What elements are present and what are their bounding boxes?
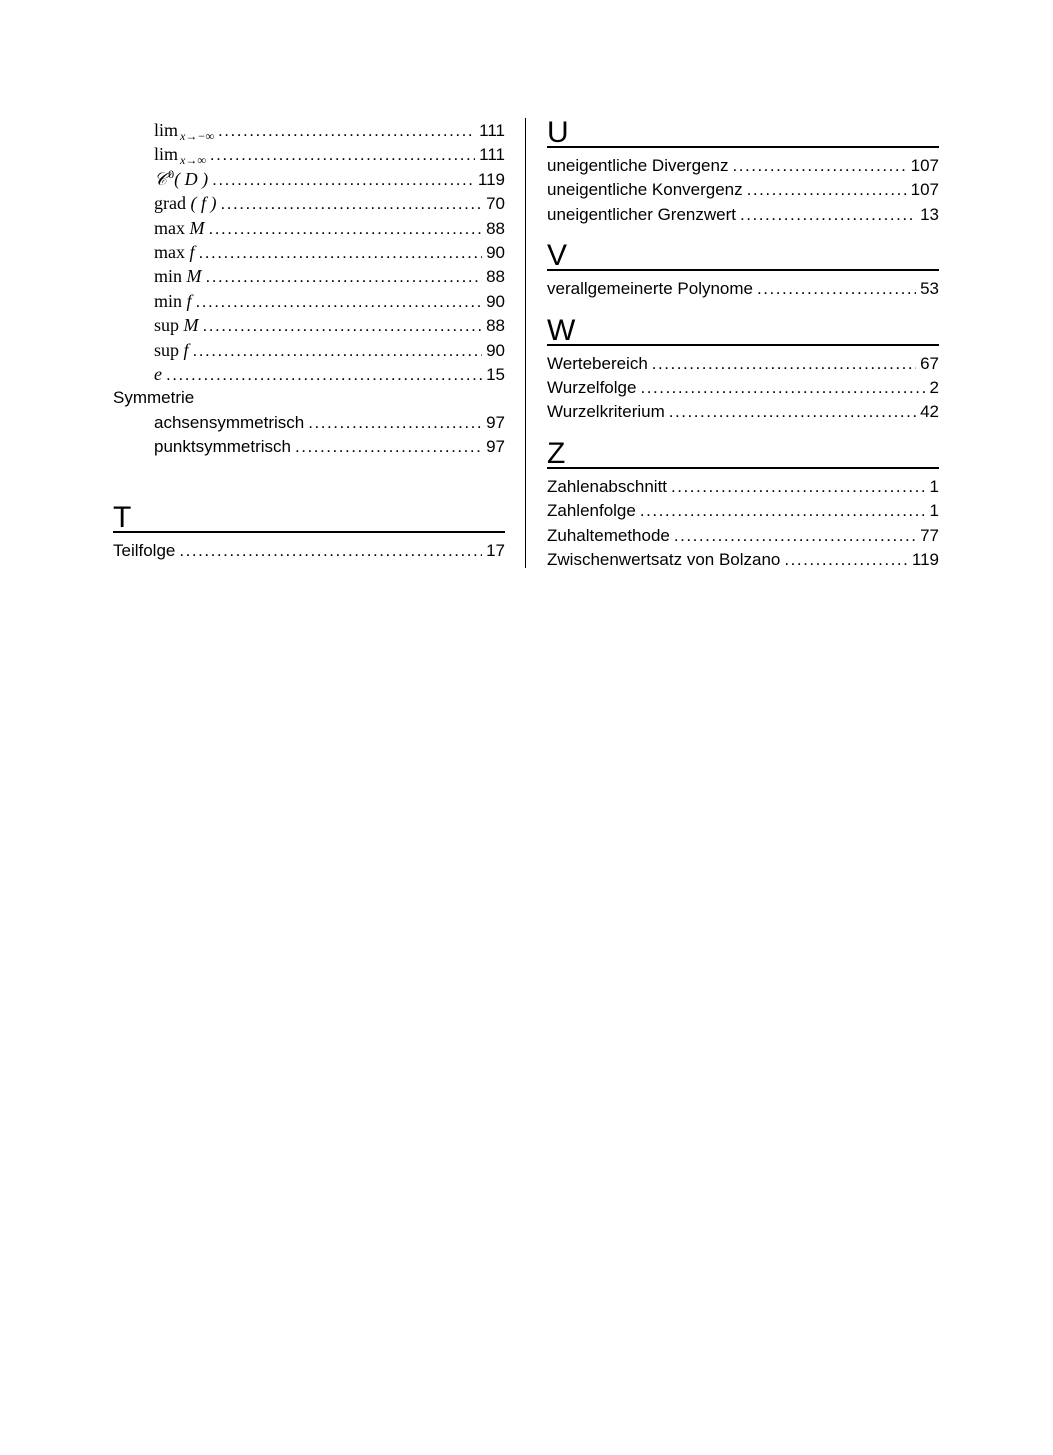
entry-term: sup f: [154, 339, 189, 360]
dot-leader: [193, 339, 483, 363]
entry-page: 90: [486, 242, 505, 262]
section-letter: W: [547, 316, 939, 346]
dot-leader: [210, 143, 475, 167]
index-entry: [547, 376, 939, 400]
entry-term: min f: [154, 290, 192, 311]
dot-leader: [671, 475, 926, 499]
dot-leader: [308, 411, 482, 435]
entry-page: 70: [486, 194, 505, 214]
dot-leader: [784, 548, 908, 572]
index-section-u: [547, 118, 939, 227]
entry-term: Symmetrie: [113, 388, 195, 408]
dot-leader: [203, 314, 483, 338]
dot-leader: [669, 400, 916, 424]
entry-page: 1: [929, 501, 939, 521]
index-entry: [547, 499, 939, 523]
entry-term: lim $_{x\to-\infty}$: [154, 120, 214, 143]
dot-leader: [295, 435, 482, 459]
section-letter: U: [547, 118, 939, 148]
entry-term: Zuhaltemethode: [547, 525, 670, 545]
index-entry-c0-d: [113, 167, 505, 191]
entry-term: sup M: [154, 315, 199, 336]
section-letter: V: [547, 241, 939, 271]
entry-term: e: [154, 363, 162, 384]
entry-term: Zahlenfolge: [547, 501, 636, 521]
dot-leader: [757, 277, 916, 301]
entry-page: 107: [910, 156, 939, 175]
entry-page: 13: [920, 204, 939, 224]
entry-term: Teilfolge: [113, 541, 176, 561]
dot-leader: [218, 119, 475, 143]
index-section-v: [547, 241, 939, 301]
dot-leader: [179, 539, 482, 563]
entry-term: Zahlenabschnitt: [547, 476, 668, 496]
entry-page: 42: [920, 402, 939, 422]
index-heading-symmetrie: [113, 386, 505, 410]
index-section-t: [113, 503, 505, 563]
index-entry: [547, 548, 939, 572]
entry-term: punktsymmetrisch: [154, 437, 291, 457]
entry-term: Zwischenwertsatz von Bolzano: [547, 549, 781, 569]
index-entry: [547, 154, 939, 178]
index-section-z: [547, 436, 939, 573]
index-entry: [547, 277, 939, 301]
dot-leader: [199, 241, 483, 265]
entry-term: lim $_{x\to\infty}$: [154, 144, 206, 168]
dot-leader: [212, 168, 474, 192]
index-entry: [547, 352, 939, 376]
index-column-left: [113, 118, 505, 578]
index-entry-sup-f: [113, 338, 505, 362]
entry-term: grad ( f ): [154, 193, 217, 214]
dot-leader: [220, 192, 482, 216]
index-entry-achsensymmetrisch: [113, 411, 505, 435]
dot-leader: [206, 265, 483, 289]
index-entry: [547, 475, 939, 499]
entry-page: 67: [920, 353, 939, 373]
entry-page: 53: [920, 279, 939, 299]
index-entry-lim-infinity: [113, 142, 505, 166]
dot-leader: [209, 217, 483, 241]
index-entry-max-f: [113, 240, 505, 264]
entry-page: 119: [477, 169, 505, 189]
dot-leader: [740, 203, 916, 227]
entry-page: 17: [486, 541, 505, 561]
entry-page: 77: [920, 525, 939, 545]
entry-term: uneigentliche Divergenz: [547, 156, 729, 175]
index-entry: [547, 524, 939, 548]
index-entry-sup-m: [113, 313, 505, 337]
index-entry-punktsymmetrisch: [113, 435, 505, 459]
dot-leader: [747, 178, 907, 202]
dot-leader: [166, 363, 482, 387]
index-entry-min-m: [113, 264, 505, 288]
entry-page: 97: [486, 437, 505, 457]
index-entry: [547, 178, 939, 202]
entry-page: 111: [479, 121, 505, 140]
entry-term: verallgemeinerte Polynome: [547, 279, 753, 299]
entry-page: 88: [486, 267, 505, 287]
entry-page: 107: [910, 180, 939, 200]
entry-term: max f: [154, 241, 195, 262]
index-column-right: [547, 118, 939, 586]
entry-term: uneigentliche Konvergenz: [547, 180, 743, 200]
dot-leader: [640, 376, 925, 400]
column-divider: [525, 118, 526, 568]
index-entry-e: [113, 362, 505, 386]
section-letter: Z: [547, 439, 939, 469]
entry-page: 90: [486, 291, 505, 311]
index-entry-teilfolge: [113, 539, 505, 563]
index-entry-lim-minus-infinity: [113, 118, 505, 142]
entry-page: 2: [929, 377, 939, 397]
index-entry-grad-f: [113, 191, 505, 215]
entry-page: 97: [486, 412, 505, 432]
entry-term: Wurzelkriterium: [547, 402, 665, 422]
entry-term: 𝒞$^0$( D ): [154, 166, 209, 189]
index-entry: [547, 400, 939, 424]
entry-page: 15: [486, 364, 505, 384]
dot-leader: [732, 154, 906, 178]
index-entry-max-m: [113, 216, 505, 240]
entry-page: 119: [911, 549, 939, 569]
dot-leader: [652, 352, 916, 376]
index-section-w: [547, 313, 939, 425]
entry-page: 111: [479, 145, 505, 165]
index-entry-min-f: [113, 289, 505, 313]
entry-term: max M: [154, 217, 205, 238]
entry-page: 90: [486, 340, 505, 360]
entry-term: Wurzelfolge: [547, 377, 637, 397]
entry-term: Wertebereich: [547, 353, 648, 373]
dot-leader: [674, 524, 916, 548]
entry-term: achsensymmetrisch: [154, 412, 305, 432]
entry-page: 1: [929, 476, 939, 496]
entry-term: min M: [154, 266, 202, 287]
section-letter: T: [113, 503, 505, 533]
dot-leader: [196, 290, 483, 314]
index-entry: [547, 203, 939, 227]
entry-page: 88: [486, 218, 505, 238]
entry-page: 88: [486, 316, 505, 336]
dot-leader: [640, 499, 926, 523]
entry-term: uneigentlicher Grenzwert: [547, 204, 736, 224]
